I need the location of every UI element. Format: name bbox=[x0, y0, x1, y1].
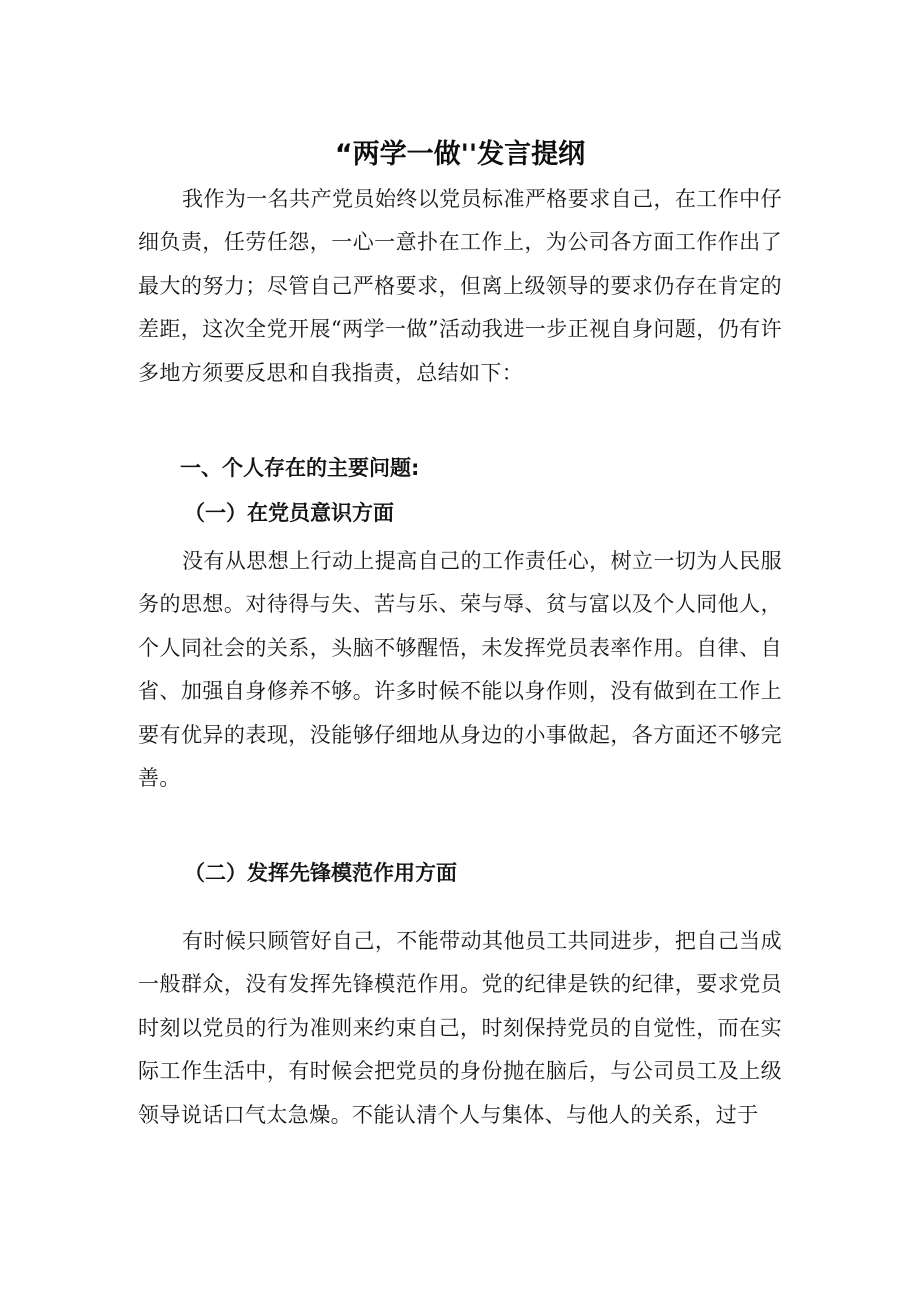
subsection-heading-vanguard-role: （二）发挥先锋模范作用方面 bbox=[184, 861, 457, 885]
section-heading-problems: 一、个人存在的主要问题: bbox=[180, 456, 420, 480]
document-title: “两学一做''发言提纲 bbox=[334, 139, 586, 171]
vanguard-role-paragraph: 有时候只顾管好自己，不能带动其他员工共同进步，把自己当成一般群众，没有发挥先锋模范作用。党的纪律是铁的纪律，要求党员时刻以党员的行为准则来约束自己，时刻保持党员的自觉性，而在实际工作生活中，有时候会把党员的身份抛在脑后，与公司员工及上级领导说话口气太急燥。不能认清个人与集体、与他人的关系，过于 bbox=[138, 929, 782, 1127]
subsection-heading-party-awareness: （一）在党员意识方面 bbox=[184, 501, 394, 525]
party-awareness-paragraph: 没有从思想上行动上提高自己的工作责任心，树立一切为人民服务的思想。对待得与失、苦与乐、荣与辱、贫与富以及个人同他人，个人同社会的关系，头脑不够醒悟，未发挥党员表率作用。自律、自省、加强自身修养不够。许多时候不能以身作则，没有做到在工作上要有优异的表现，没能够仔细地从身边的小事做起，各方面还不够完善。 bbox=[138, 549, 782, 791]
intro-paragraph: 我作为一名共产党员始终以党员标准严格要求自己，在工作中仔细负责，任劳任怨，一心一意扑在工作上，为公司各方面工作作出了最大的努力；尽管自己严格要求，但离上级领导的要求仍存在肯定的差距，这次全党开展“两学一做”活动我进一步正视自身问题，仍有许多地方须要反思和自我指责，总结如下： bbox=[138, 187, 782, 385]
